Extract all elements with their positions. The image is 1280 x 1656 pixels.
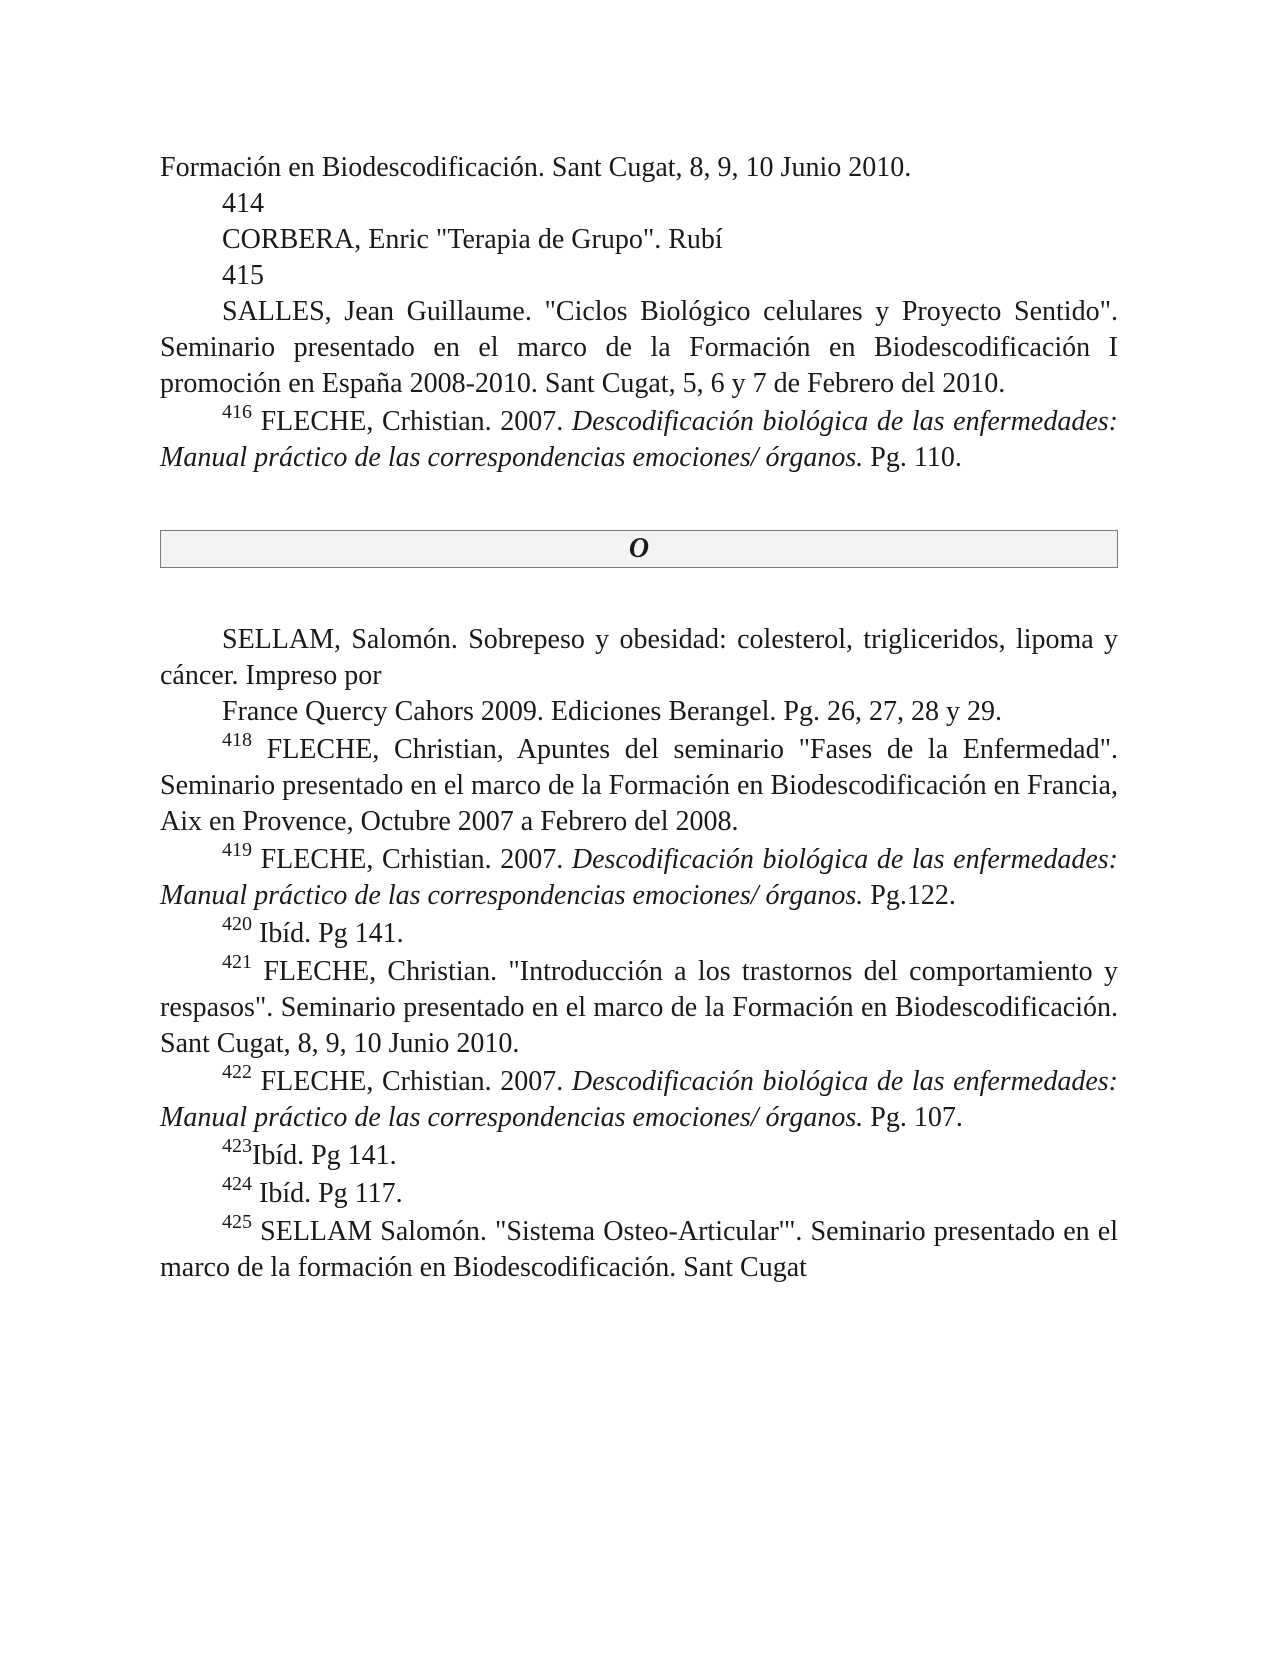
footnote-419-page: Pg.122. bbox=[863, 880, 956, 911]
footnote-414-number: 414 bbox=[222, 188, 264, 219]
footnote-419-title: Descodificación biológica de las enfermedades: Manual práctico de las correspondencias emociones/ órganos. bbox=[160, 844, 1118, 911]
footnote-418-number: 418 bbox=[222, 728, 252, 751]
footnote-425-text: SELLAM Salomón. "Sistema Osteo-Articular'". Seminario presentado en el marco de la formación en Biodescodificación. Sant Cugat bbox=[160, 1216, 1118, 1283]
footnote-421-number: 421 bbox=[222, 950, 252, 973]
footnote-416 bbox=[160, 400, 1118, 476]
footnote-414-text: CORBERA, Enric "Terapia de Grupo". Rubí bbox=[222, 224, 723, 255]
footnote-424-number: 424 bbox=[222, 1172, 252, 1195]
footnote-416-title: Descodificación biológica de las enfermedades: Manual práctico de las correspondencias emociones/ órganos. bbox=[160, 406, 1118, 473]
section-letter-header: O bbox=[160, 530, 1118, 568]
footnote-425 bbox=[160, 1210, 1118, 1286]
footnote-418-text: FLECHE, Christian, Apuntes del seminario "Fases de la Enfermedad". Seminario presentado en el marco de la Formación en Biodescodificación en Francia, Aix en Provence, Octubre 2007 a Febrero del 2008. bbox=[160, 734, 1118, 837]
footnote-424-text: Ibíd. Pg 117. bbox=[252, 1178, 403, 1209]
footnote-415-text: SALLES, Jean Guillaume. "Ciclos Biológico celulares y Proyecto Sentido". Seminario presentado en el marco de la Formación en Biodescodificación I promoción en España 2008-2010. Sant Cugat, 5, 6 y 7 de Febrero del 2010. bbox=[160, 296, 1118, 399]
footnote-421-text: FLECHE, Christian. "Introducción a los trastornos del comportamiento y respasos". Seminario presentado en el marco de la Formación en Biodescodificación. Sant Cugat, 8, 9, 10 Junio 2010. bbox=[160, 956, 1118, 1059]
footnote-420-text: Ibíd. Pg 141. bbox=[252, 918, 404, 949]
footnote-421 bbox=[160, 950, 1118, 1062]
footnote-416-author: FLECHE, Crhistian. 2007. bbox=[252, 406, 572, 437]
footnote-416-number: 416 bbox=[222, 400, 252, 423]
footnote-417-text: SELLAM, Salomón. Sobrepeso y obesidad: colesterol, trigliceridos, lipoma y cáncer. Impreso por bbox=[160, 624, 1118, 691]
footnote-419 bbox=[160, 838, 1118, 914]
footnote-413-continuation: Formación en Biodescodificación. Sant Cugat, 8, 9, 10 Junio 2010. bbox=[160, 152, 912, 183]
footnote-422-author: FLECHE, Crhistian. 2007. bbox=[252, 1066, 572, 1097]
footnote-415-number: 415 bbox=[222, 260, 264, 291]
footnote-423-number: 423 bbox=[222, 1134, 252, 1157]
footnote-423-text: Ibíd. Pg 141. bbox=[252, 1140, 397, 1171]
footnote-419-author: FLECHE, Crhistian. 2007. bbox=[252, 844, 572, 875]
footnote-418 bbox=[160, 728, 1118, 840]
footnote-424 bbox=[160, 1172, 1118, 1212]
footnote-417-text-continued: France Quercy Cahors 2009. Ediciones Berangel. Pg. 26, 27, 28 y 29. bbox=[222, 696, 1002, 727]
footnote-419-number: 419 bbox=[222, 838, 252, 861]
footnote-422-page: Pg. 107. bbox=[863, 1102, 963, 1133]
footnote-420-number: 420 bbox=[222, 912, 252, 935]
document-page bbox=[160, 150, 1118, 1286]
footnote-416-page: Pg. 110. bbox=[863, 442, 962, 473]
footnote-423 bbox=[160, 1134, 1118, 1174]
footnote-422-title: Descodificación biológica de las enfermedades: Manual práctico de las correspondencias emociones/ órganos. bbox=[160, 1066, 1118, 1133]
footnote-422-number: 422 bbox=[222, 1060, 252, 1083]
footnote-422 bbox=[160, 1060, 1118, 1136]
footnote-420 bbox=[160, 912, 1118, 952]
footnote-425-number: 425 bbox=[222, 1210, 252, 1233]
